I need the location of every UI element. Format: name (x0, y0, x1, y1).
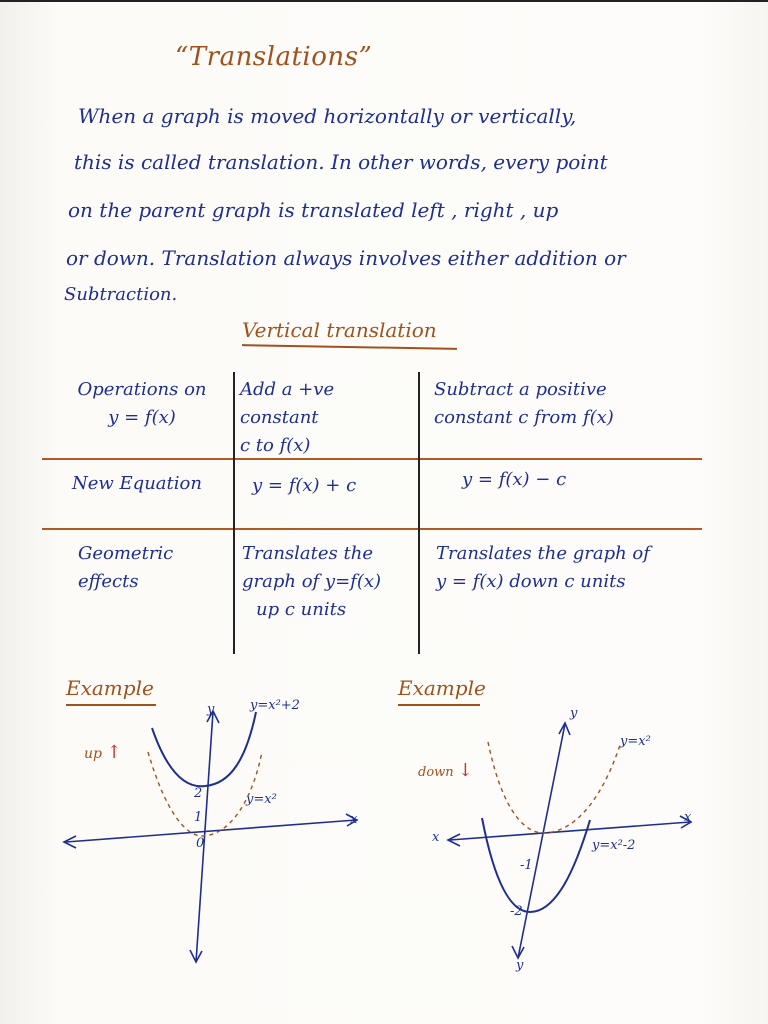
right-y-axis (518, 724, 565, 958)
tick-label-minus-1: -1 (520, 858, 533, 873)
right-graph-axes (448, 723, 691, 958)
right-parent-parabola (488, 742, 620, 833)
example-heading-left: Example (66, 676, 154, 700)
left-x-axis (66, 820, 356, 842)
curve-label-parent-left: y=x² (246, 792, 277, 807)
table-cell-line: c to f(x) (240, 434, 311, 456)
table-cell-line: Operations on (77, 379, 207, 400)
table-cell-line: constant c from f(x) (434, 406, 614, 428)
x-axis-label-left: x (350, 812, 358, 827)
y-axis-label-right-bottom: y (516, 958, 524, 973)
down-arrow-icon: ↓ (457, 760, 473, 781)
paragraph-line-3: on the parent graph is translated left , right , up (68, 198, 559, 222)
table-cell-line: effects (78, 570, 139, 592)
curve-label-shifted-up: y=x²+2 (250, 698, 300, 713)
direction-text: down (418, 765, 454, 780)
left-y-axis (196, 712, 213, 962)
curve-label-parent-right: y=x² (620, 734, 651, 749)
tick-label-1: 1 (194, 810, 203, 825)
table-cell-line: y = f(x) down c units (436, 570, 626, 592)
y-axis-label-left: y (207, 702, 215, 717)
table-cell-line: New Equation (72, 473, 202, 494)
tick-label-minus-2: -2 (510, 904, 523, 919)
origin-label: 0 (196, 836, 205, 851)
table-cell-line: Subtract a positive (434, 379, 607, 400)
x-axis-label-right: x (684, 810, 692, 825)
paragraph-line-5: Subtraction. (64, 284, 178, 305)
tick-label-2: 2 (194, 786, 203, 801)
table-cell-line: Translates the graph of (436, 543, 650, 564)
table-cell-line: Geometric (78, 543, 174, 564)
table-cell-line: y = f(x) + c (252, 475, 357, 496)
table-cell-line: graph of y=f(x) (242, 570, 382, 592)
paragraph-line-1: When a graph is moved horizontally or vertically, (78, 104, 577, 128)
table-cell-line: Add a +ve constant (240, 379, 335, 428)
table-cell-line: Translates the (242, 543, 373, 564)
curve-label-shifted-down: y=x²-2 (592, 838, 636, 853)
table-cell-line: y = f(x) − c (462, 469, 567, 490)
up-arrow-icon: ↑ (106, 742, 122, 763)
y-axis-label-right-top: y (570, 706, 578, 721)
x-axis-label-right-neg: x (432, 830, 440, 845)
table-cell-line: y = f(x) (108, 406, 176, 428)
section-heading: Vertical translation (242, 318, 437, 342)
left-graph-axes (64, 711, 357, 962)
paragraph-line-2: this is called translation. In other words, every point (74, 150, 608, 174)
paragraph-line-4: or down. Translation always involves either addition or (66, 246, 626, 270)
example-heading-right: Example (398, 676, 486, 700)
left-shifted-parabola (152, 712, 256, 786)
table-cell-line: up c units (256, 598, 347, 620)
direction-text: up (84, 746, 102, 762)
page-title: “Translations” (175, 42, 373, 72)
